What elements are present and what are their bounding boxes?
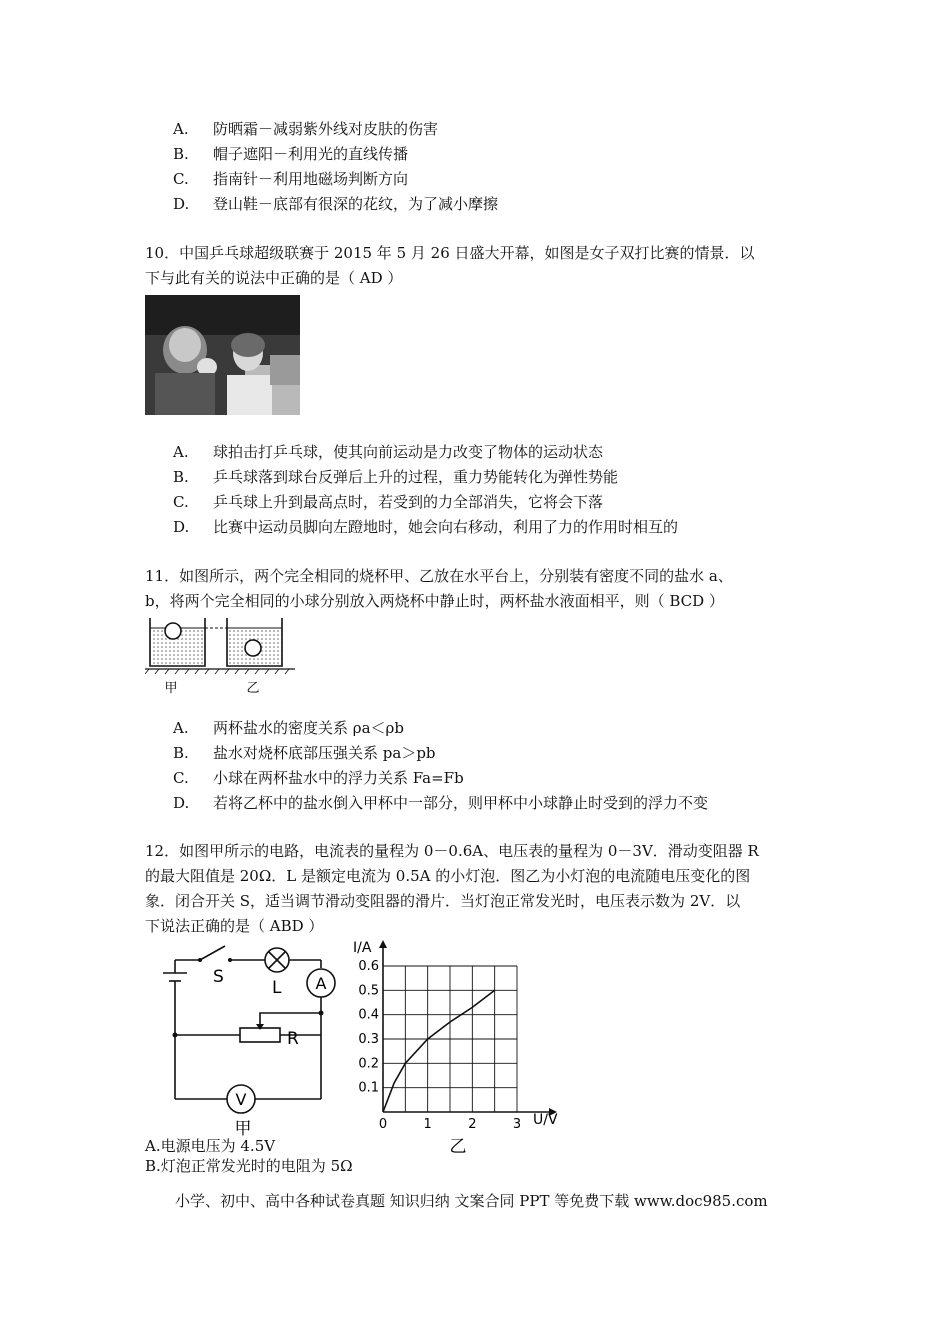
- y-tick-label: 0.6: [358, 959, 379, 974]
- q12-stem-line4: 下说法正确的是（ ABD ）: [145, 917, 324, 935]
- graph-xlabel: U/V: [533, 1112, 558, 1128]
- q12-stem-line1: 12．如图甲所示的电路，电流表的量程为 0－0.6A、电压表的量程为 0－3V．滑动变阻器 R: [145, 842, 759, 860]
- y-tick-label: 0.3: [358, 1032, 379, 1047]
- q11-option-d: D. 若将乙杯中的盐水倒入甲杯中一部分，则甲杯中小球静止时受到的浮力不变: [173, 794, 709, 812]
- q12-option-a: A.电源电压为 4.5V: [145, 1137, 276, 1155]
- q10-stem-line2: 下与此有关的说法中正确的是（ AD ）: [145, 269, 403, 287]
- q12-stem-line3: 象．闭合开关 S，适当调节滑动变阻器的滑片．当灯泡正常发光时，电压表示数为 2V．以: [145, 892, 741, 910]
- y-tick-label: 0.4: [358, 1007, 379, 1023]
- q9-option-a: A. 防晒霜－减弱紫外线对皮肤的伤害: [173, 120, 439, 138]
- q12-circuit-diagram: [155, 938, 345, 1138]
- y-tick-label: 0.2: [358, 1056, 379, 1072]
- q10-option-d: D. 比赛中运动员脚向左蹬地时，她会向右移动，利用了力的作用时相互的: [173, 518, 679, 536]
- x-tick-label: 0: [378, 1117, 388, 1132]
- x-tick-label: 3: [512, 1117, 522, 1132]
- ammeter-label: A: [315, 974, 327, 993]
- graph-ylabel: I/A: [353, 940, 372, 956]
- graph-caption: 乙: [449, 1137, 467, 1157]
- beaker-jia: [150, 618, 205, 666]
- page-footer: 小学、初中、高中各种试卷真题 知识归纳 文案合同 PPT 等免费下载 www.doc985.com: [175, 1192, 768, 1210]
- q9-option-d: D. 登山鞋－底部有很深的花纹，为了减小摩擦: [173, 195, 499, 213]
- q11-option-c: C. 小球在两杯盐水中的浮力关系 Fa=Fb: [173, 769, 464, 787]
- graph-grid: [383, 966, 517, 1112]
- q10-stem-line1: 10．中国乒乓球超级联赛于 2015 年 5 月 26 日盛大开幕，如图是女子双打比赛的情景．以: [145, 244, 755, 262]
- q11-option-b: B. 盐水对烧杯底部压强关系 pa＞pb: [173, 744, 436, 762]
- beaker-yi: [227, 618, 282, 666]
- circuit-caption: 甲: [234, 1119, 252, 1138]
- q11-stem-line1: 11．如图所示，两个完全相同的烧杯甲、乙放在水平台上，分别装有密度不同的盐水 a、: [145, 567, 733, 585]
- q10-option-b: B. 乒乓球落到球台反弹后上升的过程，重力势能转化为弹性势能: [173, 468, 619, 486]
- q10-option-a: A. 球拍击打乒乓球，使其向前运动是力改变了物体的运动状态: [173, 443, 604, 461]
- q10-photo: [145, 295, 300, 415]
- y-tick-label: 0.1: [358, 1080, 379, 1096]
- voltmeter-label: V: [235, 1090, 247, 1109]
- lamp-label: L: [272, 978, 282, 998]
- x-tick-label: 2: [468, 1117, 477, 1132]
- rheostat-label: R: [287, 1029, 299, 1049]
- y-axis-arrow: [379, 940, 387, 948]
- graph-curve: [383, 990, 495, 1112]
- q11-option-a: A. 两杯盐水的密度关系 ρa＜ρb: [173, 719, 404, 737]
- q11-beaker-figure: [145, 614, 295, 696]
- beaker-label-jia: 甲: [164, 681, 178, 696]
- q12-option-b: B.灯泡正常发光时的电阻为 5Ω: [145, 1157, 353, 1175]
- q9-option-c: C. 指南针－利用地磁场判断方向: [173, 170, 409, 188]
- beaker-label-yi: 乙: [246, 681, 260, 696]
- q11-stem-line2: b，将两个完全相同的小球分别放入两烧杯中静止时，两杯盐水液面相平，则（ BCD ）: [145, 592, 724, 610]
- x-tick-label: 1: [423, 1117, 432, 1132]
- q9-option-b: B. 帽子遮阳－利用光的直线传播: [173, 145, 409, 163]
- y-tick-label: 0.5: [358, 983, 379, 999]
- switch-label: S: [213, 967, 224, 987]
- q12-stem-line2: 的最大阻值是 20Ω．L 是额定电流为 0.5A 的小灯泡．图乙为小灯泡的电流随电压变化的图: [145, 867, 751, 885]
- q10-option-c: C. 乒乓球上升到最高点时，若受到的力全部消失，它将会下落: [173, 493, 604, 511]
- q12-iu-graph: [335, 938, 575, 1160]
